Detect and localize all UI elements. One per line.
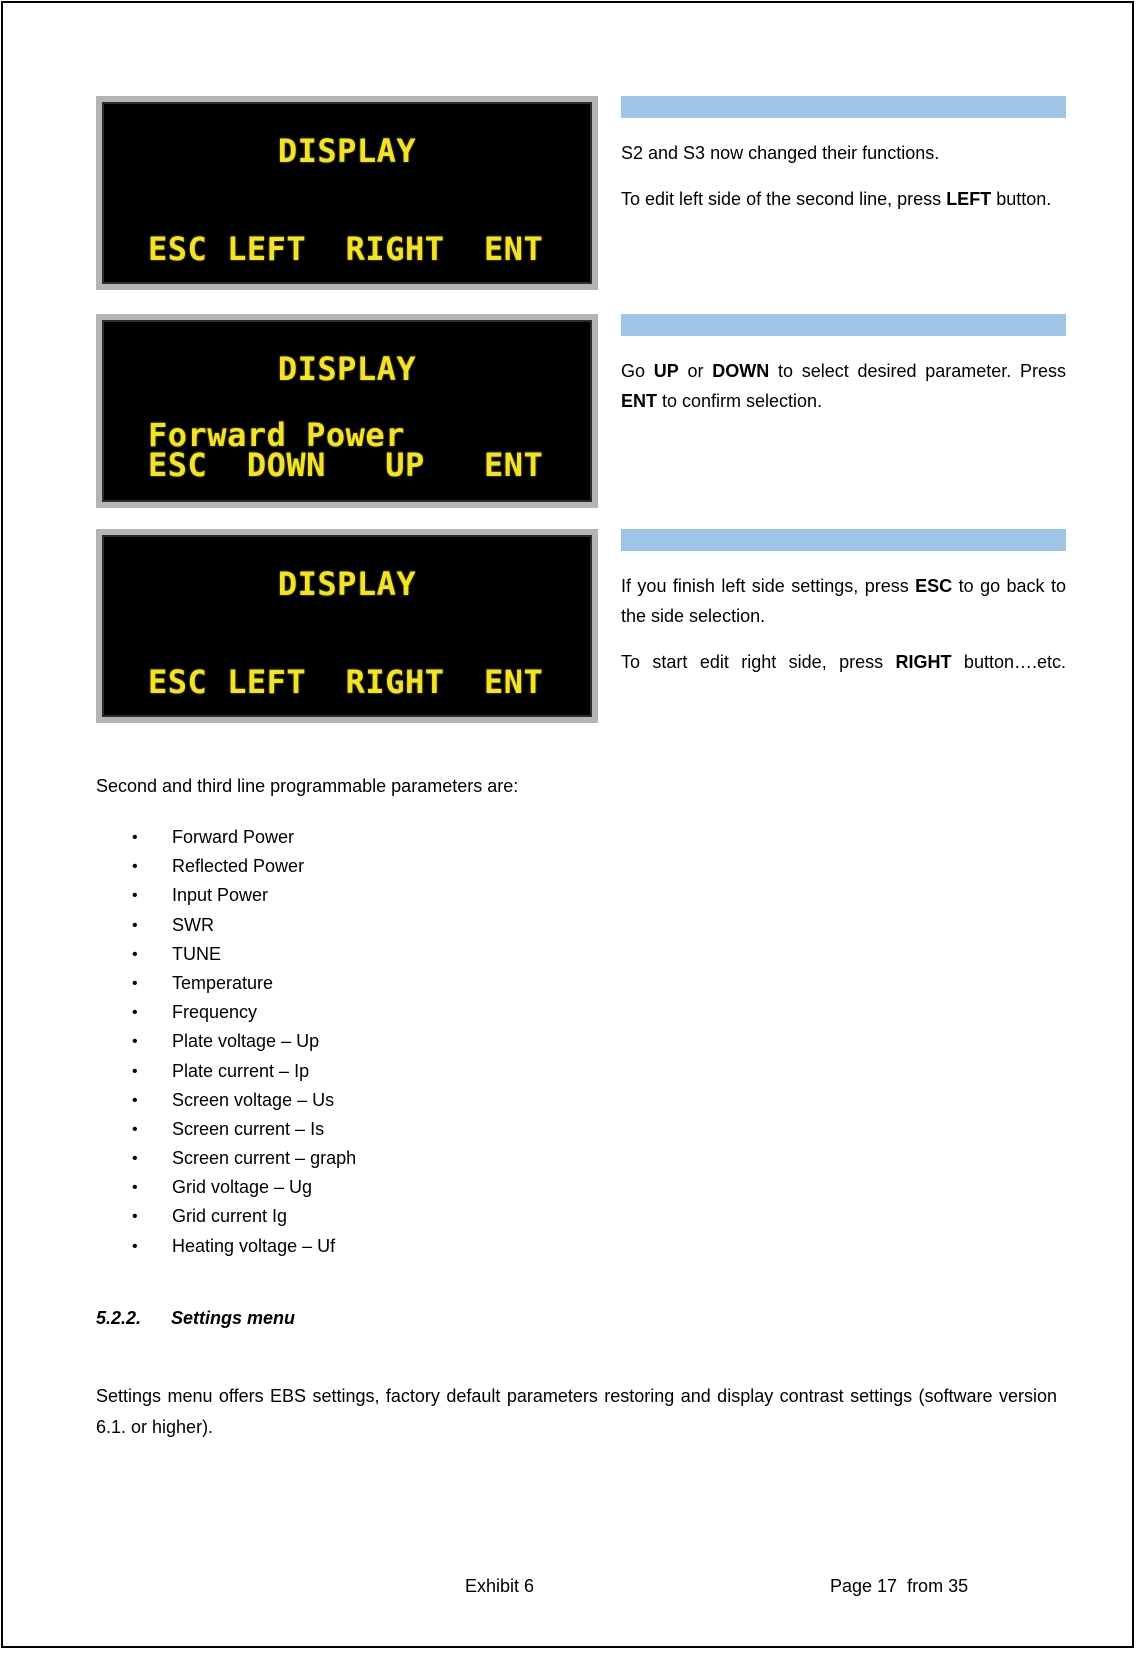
panel-description-3 bbox=[621, 529, 1066, 693]
text-segment: To start edit right side, press bbox=[621, 652, 896, 672]
lcd-button-labels: ESC LEFT RIGHT ENT bbox=[148, 230, 544, 268]
bold-keyword: DOWN bbox=[712, 361, 770, 381]
bold-keyword: ESC bbox=[915, 576, 953, 596]
section-heading bbox=[96, 1308, 295, 1329]
paragraph bbox=[621, 184, 1066, 214]
parameter-label: Screen current – graph bbox=[172, 1148, 357, 1169]
parameter-label: Reflected Power bbox=[172, 856, 305, 877]
parameter-label: Screen voltage – Us bbox=[172, 1089, 335, 1110]
text-segment: button….etc. bbox=[951, 652, 1066, 672]
section-title: Settings menu bbox=[171, 1308, 296, 1328]
parameters-intro: Second and third line programmable parameters are: bbox=[96, 776, 519, 796]
paragraph bbox=[621, 356, 1066, 416]
lcd-parameter: Forward Power bbox=[148, 416, 405, 454]
panel-description-1 bbox=[621, 96, 1066, 230]
lcd-screen bbox=[102, 535, 592, 717]
lcd-display-2 bbox=[96, 314, 598, 508]
bullet-icon: • bbox=[132, 1120, 138, 1138]
parameter-label: Grid current Ig bbox=[172, 1206, 288, 1227]
list-item bbox=[96, 823, 356, 852]
list-item bbox=[96, 1202, 356, 1231]
parameter-label: Temperature bbox=[172, 972, 274, 993]
parameter-label: Input Power bbox=[172, 885, 269, 906]
lcd-button-labels: ESC DOWN UP ENT bbox=[148, 446, 544, 484]
list-item bbox=[96, 1057, 356, 1086]
text-segment: to confirm selection. bbox=[657, 391, 823, 411]
parameter-list bbox=[96, 823, 356, 1261]
bullet-icon: • bbox=[132, 887, 138, 905]
bullet-icon: • bbox=[132, 1004, 138, 1022]
parameter-label: Grid voltage – Ug bbox=[172, 1177, 313, 1198]
lcd-title: DISPLAY bbox=[277, 350, 417, 388]
bullet-icon: • bbox=[132, 1062, 138, 1080]
parameter-label: Heating voltage – Uf bbox=[172, 1235, 336, 1256]
bullet-icon: • bbox=[132, 829, 138, 846]
parameter-label: Forward Power bbox=[172, 827, 295, 847]
lcd-screen bbox=[102, 320, 592, 502]
bullet-icon: • bbox=[132, 1033, 138, 1051]
header-bar bbox=[621, 96, 1066, 118]
footer-page-number: Page 17 from 35 bbox=[830, 1576, 969, 1596]
bullet-icon: • bbox=[132, 1179, 138, 1197]
lcd-title: DISPLAY bbox=[277, 565, 417, 603]
bullet-icon: • bbox=[132, 1150, 138, 1168]
list-item bbox=[96, 852, 356, 881]
parameter-label: SWR bbox=[172, 914, 214, 935]
bullet-icon: • bbox=[132, 1091, 138, 1109]
list-item bbox=[96, 969, 356, 998]
bold-keyword: LEFT bbox=[946, 189, 992, 209]
bullet-icon: • bbox=[132, 1208, 138, 1226]
bullet-icon: • bbox=[132, 974, 138, 992]
parameter-label: TUNE bbox=[172, 943, 221, 964]
paragraph bbox=[621, 138, 1066, 168]
bold-keyword: ENT bbox=[621, 391, 657, 411]
list-item bbox=[96, 1115, 356, 1144]
text-segment: Go bbox=[621, 361, 654, 381]
text-segment: If you finish left side settings, press bbox=[621, 576, 916, 596]
list-item bbox=[96, 998, 356, 1027]
parameter-label: Frequency bbox=[172, 1002, 258, 1023]
list-item bbox=[96, 1144, 356, 1173]
text-segment: button. bbox=[991, 189, 1052, 209]
list-item bbox=[96, 940, 356, 969]
list-item bbox=[96, 881, 356, 910]
header-bar bbox=[621, 314, 1066, 336]
panel-description-2 bbox=[621, 314, 1066, 432]
text-segment: S2 and S3 now changed their functions. bbox=[621, 143, 940, 163]
parameter-label: Plate voltage – Up bbox=[172, 1031, 320, 1052]
bullet-icon: • bbox=[132, 916, 138, 934]
lcd-screen bbox=[102, 102, 592, 284]
bullet-icon: • bbox=[132, 858, 138, 876]
footer-exhibit: Exhibit 6 bbox=[465, 1576, 535, 1596]
list-item bbox=[96, 1232, 356, 1261]
bullet-icon: • bbox=[132, 1237, 138, 1255]
parameter-label: Screen current – Is bbox=[172, 1118, 325, 1139]
text-segment: to go back to the side selection. bbox=[621, 576, 1066, 626]
lcd-display-3 bbox=[96, 529, 598, 723]
text-segment: to select desired parameter. Press bbox=[769, 361, 1066, 381]
parameter-label: Plate current – Ip bbox=[172, 1060, 310, 1081]
lcd-display-1 bbox=[96, 96, 598, 290]
text-segment: or bbox=[678, 361, 713, 381]
lcd-title: DISPLAY bbox=[277, 132, 417, 170]
lcd-button-labels: ESC LEFT RIGHT ENT bbox=[148, 663, 544, 701]
bullet-icon: • bbox=[132, 945, 138, 963]
bold-keyword: RIGHT bbox=[895, 652, 952, 672]
list-item bbox=[96, 1086, 356, 1115]
bold-keyword: UP bbox=[653, 361, 679, 381]
list-item bbox=[96, 1027, 356, 1056]
settings-description: Settings menu offers EBS settings, factory default parameters restoring and display contrast settings (software version 6.1. or higher). bbox=[96, 1386, 1057, 1437]
paragraph bbox=[621, 647, 1066, 677]
section-number: 5.2.2. bbox=[96, 1308, 142, 1328]
text-segment: To edit left side of the second line, press bbox=[621, 189, 947, 209]
list-item bbox=[96, 911, 356, 940]
paragraph bbox=[621, 571, 1066, 631]
header-bar bbox=[621, 529, 1066, 551]
list-item bbox=[96, 1173, 356, 1202]
